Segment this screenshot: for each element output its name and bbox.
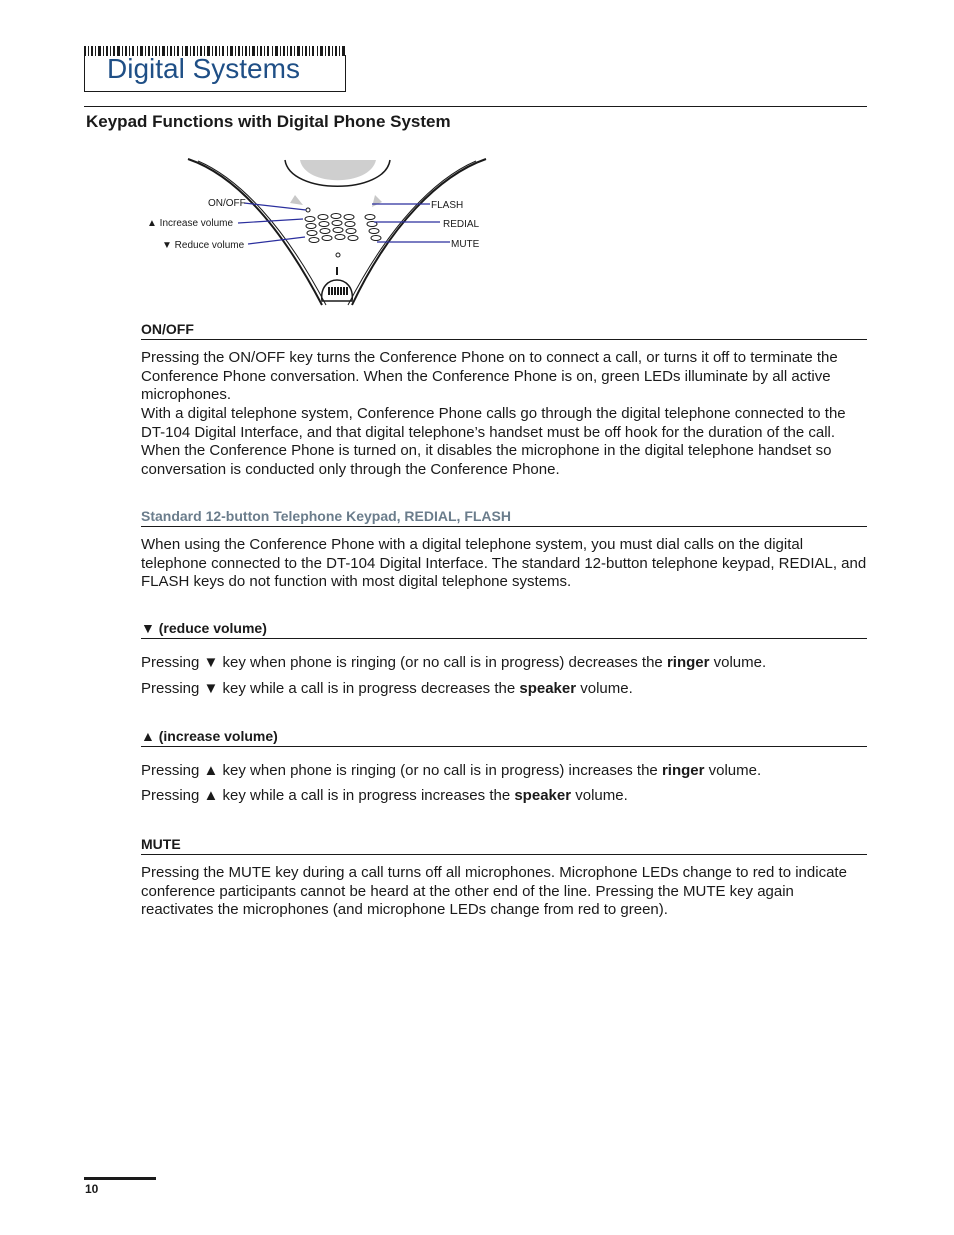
mute-paragraph: Pressing the MUTE key during a call turns off all microphones. Microphone LEDs change to red to indicate conference participants cannot be heard at the other end of the line. Pressing the MUTE key again reactivates the microphones (and microphone LEDs change from red to green).	[141, 864, 847, 919]
increase-ringer-end: volume.	[704, 762, 762, 779]
increase-line-speaker	[141, 787, 867, 806]
footer-rule	[84, 1177, 156, 1180]
page-number: 10	[85, 1182, 99, 1196]
heading-mute: MUTE	[141, 836, 867, 855]
reduce-ringer-end: volume.	[709, 654, 767, 671]
reduce-line-ringer	[141, 654, 867, 673]
reduce-ringer-text: Pressing ▼ key when phone is ringing (or no call is in progress) decreases the	[141, 654, 667, 671]
reduce-speaker-text: Pressing ▼ key while a call is in progress decreases the	[141, 680, 520, 697]
header-rule	[84, 106, 867, 107]
label-redial: REDIAL	[443, 219, 480, 230]
keypad-paragraph: When using the Conference Phone with a digital telephone system, you must dial calls on the digital telephone connected to the DT-104 Digital Interface. The standard 12-button telephone keypad, REDIAL, and FLASH keys do not function with most digital telephone systems.	[141, 536, 867, 591]
heading-increase-volume: ▲ (increase volume)	[141, 728, 867, 747]
increase-line-ringer	[141, 762, 867, 781]
reduce-speaker-end: volume.	[576, 680, 633, 697]
increase-ringer-bold: ringer	[661, 762, 705, 779]
increase-ringer-text: Pressing ▲ key when phone is ringing (or no call is in progress) increases the	[141, 762, 662, 779]
conference-phone-diagram	[140, 155, 500, 313]
page-title: Digital Systems	[107, 53, 300, 84]
reduce-ringer-bold: ringer	[666, 654, 710, 671]
increase-speaker-text: Pressing ▲ key while a call is in progress increases the	[141, 787, 515, 804]
label-on-off: ON/OFF	[208, 198, 246, 209]
on-off-paragraph-1: Pressing the ON/OFF key turns the Conference Phone on to connect a call, or turns it off to terminate the Conference Phone conversation. When the Conference Phone is on, green LEDs illuminate by all active microphones.	[141, 349, 838, 404]
heading-keypad: Standard 12-button Telephone Keypad, REDIAL, FLASH	[141, 508, 867, 527]
section-heading: Keypad Functions with Digital Phone System	[86, 112, 451, 131]
increase-speaker-bold: speaker	[514, 787, 572, 804]
label-increase-volume: ▲ Increase volume	[147, 218, 234, 229]
reduce-speaker-bold: speaker	[519, 680, 577, 697]
increase-speaker-end: volume.	[571, 787, 628, 804]
reduce-line-speaker	[141, 680, 867, 699]
label-reduce-volume: ▼ Reduce volume	[162, 240, 245, 251]
label-flash: FLASH	[431, 200, 464, 211]
on-off-paragraph-2: With a digital telephone system, Conference Phone calls go through the digital telephone connected to the DT-104 Digital Interface, and that digital telephone’s handset must be off hook for the duration of the call. When the Conference Phone is turned on, it disables the microphone in the digital telephone handset so conversation is conducted only through the Conference Phone.	[141, 405, 846, 478]
title-box	[84, 55, 346, 92]
heading-reduce-volume: ▼ (reduce volume)	[141, 620, 867, 639]
heading-on-off: ON/OFF	[141, 321, 867, 340]
label-mute: MUTE	[451, 239, 480, 250]
